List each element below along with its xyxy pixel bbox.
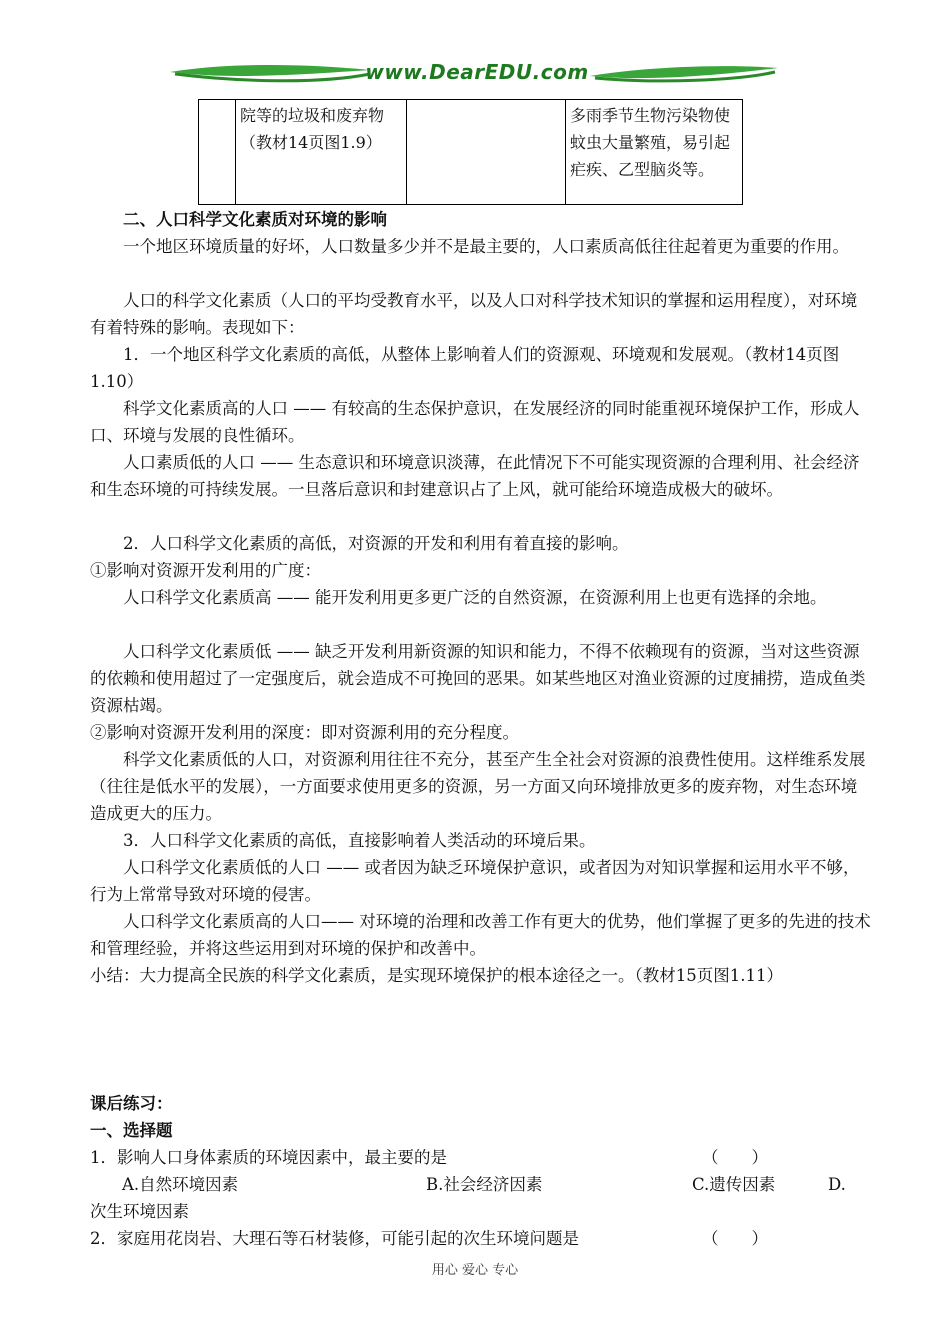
site-logo-text[interactable]: www.DearEDU.com [365,60,589,84]
table-fragment [198,99,743,205]
paragraph: 人口科学文化素质低 —— 缺乏开发利用新资源的知识和能力，不得不依赖现有的资源，当对这些资源的依赖和使用超过了一定强度后，就会造成不可挽回的恶果。如某些地区对渔业资源的过度捕捞，造成鱼类资源枯竭。 [90,642,866,715]
paragraph: 人口科学文化素质高 —— 能开发利用更多更广泛的自然资源，在资源利用上也更有选择的余地。 [123,588,827,607]
option-d: D. [828,1175,846,1194]
table-row [199,100,743,205]
page-footer: 用心 爱心 专心 [431,1263,519,1278]
paragraph: ①影响对资源开发利用的广度： [90,561,321,580]
summary: 小结：大力提高全民族的科学文化素质，是实现环境保护的根本途径之一。（教材15页图1.11） [90,966,783,985]
answer-blank: （ ） [702,1148,768,1167]
paragraph: 一个地区环境质量的好坏，人口数量多少并不是最主要的，人口素质高低往往起着更为重要的作用。 [123,237,849,256]
paragraph: 1．一个地区科学文化素质的高低，从整体上影响着人们的资源观、环境观和发展观。（教材14页图1.10） [90,345,840,391]
option-d-text: 次生环境因素 [90,1202,189,1221]
paragraph: 人口科学文化素质高的人口—— 对环境的治理和改善工作有更大的优势，他们掌握了更多的先进的技术和管理经验，并将这些运用到对环境的保护和改善中。 [90,912,871,958]
paragraph: ②影响对资源开发利用的深度：即对资源利用的充分程度。 [90,723,519,742]
paragraph: 人口的科学文化素质（人口的平均受教育水平，以及人口对科学技术知识的掌握和运用程度），对环境有着特殊的影响。表现如下： [90,291,858,337]
paragraph: 3．人口科学文化素质的高低，直接影响着人类活动的环境后果。 [123,831,596,850]
paragraph: 科学文化素质高的人口 —— 有较高的生态保护意识，在发展经济的同时能重视环境保护工作，形成人口、环境与发展的良性循环。 [90,399,860,445]
site-header-logo [170,58,780,92]
section-title: 二、人口科学文化素质对环境的影响 [123,210,387,229]
table-cell [199,100,236,205]
exercise-title: 课后练习： [90,1094,173,1113]
table-cell: 院等的垃圾和废弃物（教材14页图1.9） [236,100,407,205]
exercise-subtitle: 一、选择题 [90,1121,173,1140]
question-1: 1．影响人口身体素质的环境因素中，最主要的是 [90,1148,447,1167]
question-2: 2．家庭用花岗岩、大理石等石材装修，可能引起的次生环境问题是 [90,1229,579,1248]
paragraph: 人口科学文化素质低的人口 —— 或者因为缺乏环境保护意识，或者因为对知识掌握和运用水平不够，行为上常常导致对环境的侵害。 [90,858,860,904]
answer-blank: （ ） [702,1229,768,1248]
option-b: B.社会经济因素 [426,1175,543,1194]
paragraph: 科学文化素质低的人口，对资源利用往往不充分，甚至产生全社会对资源的浪费性使用。这样维系发展（往往是低水平的发展），一方面要求使用更多的资源，另一方面又向环境排放更多的废弃物，对生态环境造成更大的压力。 [90,750,866,823]
table-cell: 多雨季节生物污染物使蚊虫大量繁殖，易引起疟疾、乙型脑炎等。 [566,100,743,205]
paragraph: 人口素质低的人口 —— 生态意识和环境意识淡薄，在此情况下不可能实现资源的合理利用、社会经济和生态环境的可持续发展。一旦落后意识和封建意识占了上风，就可能给环境造成极大的破坏。 [90,453,860,499]
option-a: A.自然环境因素 [122,1175,239,1194]
table-cell [407,100,566,205]
option-c: C.遗传因素 [692,1175,776,1194]
paragraph: 2．人口科学文化素质的高低，对资源的开发和利用有着直接的影响。 [123,534,629,553]
